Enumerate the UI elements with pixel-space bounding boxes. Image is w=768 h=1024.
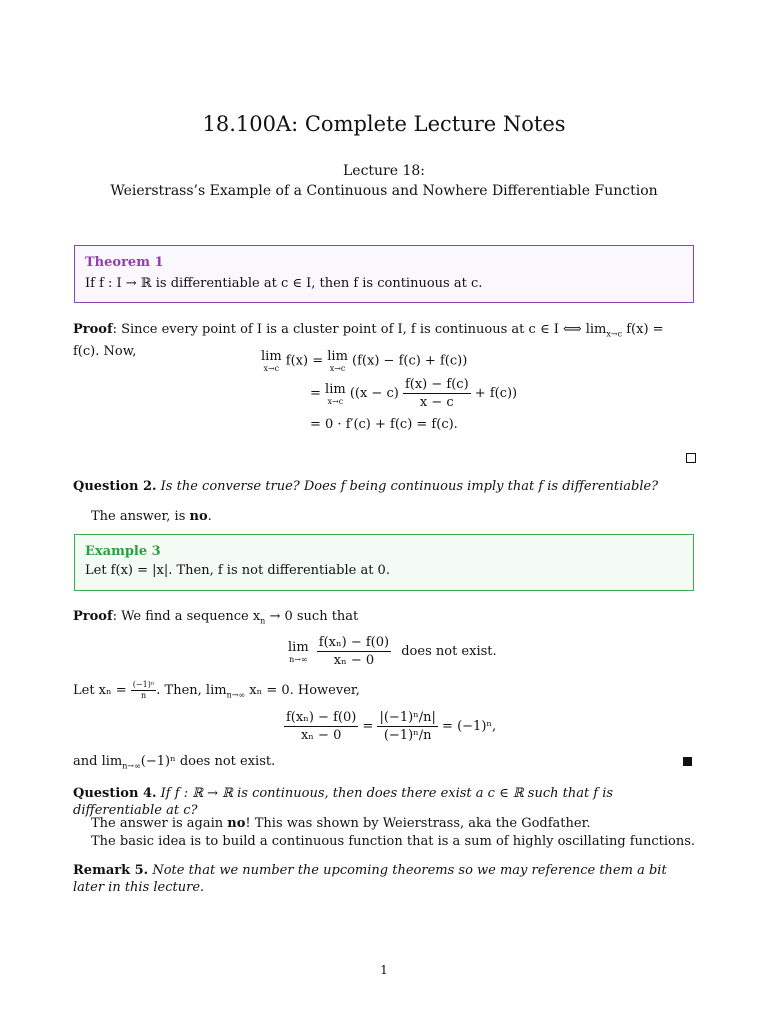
theorem-box <box>74 245 694 303</box>
subscript: n→∞ <box>122 761 141 771</box>
proof-equation-line-2 <box>310 376 517 411</box>
proof-equation-line-1 <box>261 349 467 373</box>
theorem-body: If f : I → ℝ is differentiable at c ∈ I, then f is continuous at c. <box>85 276 483 291</box>
remark-5 <box>73 862 693 896</box>
example-title: Example 3 <box>85 544 161 559</box>
limit-operator: lim x→c <box>261 349 282 373</box>
remark-label: Remark 5. <box>73 863 149 878</box>
let-text: Let xₙ = <box>73 683 131 698</box>
answer-text-end: ! This was shown by Weierstrass, aka the Godfather. <box>245 816 591 831</box>
limit-quotient: $\frac{\text{f(xₙ) − f(0)}}{\text{xₙ − 0}}$ <box>318 635 390 668</box>
lecture-number: Lecture 18: <box>342 163 426 179</box>
sequence-fraction: $\frac{\text{(−1)ⁿ}}{n}$ <box>132 680 155 700</box>
conclusion-text: and lim <box>73 754 123 769</box>
proof-2-paragraph <box>73 608 693 630</box>
question-4 <box>73 785 693 819</box>
proof-2-equation <box>284 709 496 744</box>
answer-4-line-2: The basic idea is to build a continuous function that is a sum of highly oscillating functions. <box>91 834 696 849</box>
proof-text: : Since every point of I is a cluster point of I, f is continuous at c ∈ I ⟺ lim <box>112 322 607 337</box>
document-title: 18.100A: Complete Lecture Notes <box>202 112 566 136</box>
then-text: . Then, lim <box>156 683 227 698</box>
equation-result: = (−1)ⁿ, <box>437 719 497 734</box>
theorem-title: Theorem 1 <box>85 255 164 270</box>
answer-text: The answer is again <box>91 816 228 831</box>
equals-sign: = <box>358 719 378 734</box>
equation-term: + f(c)) <box>474 386 518 401</box>
question-text: Is the converse true? Does f being continuous imply that f is differentiable? <box>160 479 659 494</box>
question-text: If f : ℝ → ℝ is continuous, then does there exist a c ∈ ℝ such that f is differentiable at c? <box>73 786 614 818</box>
however-text: xₙ = 0. However, <box>245 683 360 698</box>
conclusion-text-2: (−1)ⁿ does not exist. <box>140 754 276 769</box>
limit-operator: lim x→c <box>327 349 348 373</box>
proof-text-2: → 0 such that <box>265 609 359 624</box>
lecture-subtitle: Weierstrass’s Example of a Continuous and Nowhere Differentiable Function <box>110 183 658 199</box>
equation-term: ((x − c) <box>349 386 399 401</box>
proof-lim-subscript: x→c <box>606 329 623 339</box>
answer-emphasis: no <box>189 509 208 524</box>
proof-text-2: f(x) = f(c). Now, <box>73 322 664 359</box>
answer-text: The answer, is <box>91 509 190 524</box>
question-2 <box>73 478 693 495</box>
limit-operator: lim x→c <box>325 381 346 406</box>
example-box <box>74 534 694 591</box>
equation-lhs: f(x) = <box>285 353 328 369</box>
proof-2-display-limit <box>288 634 497 669</box>
question-label: Question 2. <box>73 479 157 494</box>
question-label: Question 4. <box>73 786 157 801</box>
proof-text: : We find a sequence x <box>112 609 261 624</box>
remark-text: Note that we number the upcoming theorems so we may reference them a bit later in this lecture. <box>73 863 667 895</box>
proof-label: Proof <box>73 609 113 624</box>
example-body: Let f(x) = |x|. Then, f is not differentiable at 0. <box>85 563 390 578</box>
equation-rhs: (f(x) − f(c) + f(c)) <box>352 353 468 369</box>
proof-equation-line-3: = 0 · f′(c) + f(c) = f(c). <box>310 417 458 432</box>
answer-2 <box>91 508 711 525</box>
does-not-exist-text: does not exist. <box>401 644 497 659</box>
subscript: n→∞ <box>226 690 246 700</box>
proof-2-let-line <box>73 680 693 704</box>
difference-quotient: $\frac{f(x) - f(c)}{x - c}$ <box>404 377 469 410</box>
answer-emphasis: no <box>227 816 246 831</box>
equals-sign: = <box>310 386 326 401</box>
quotient-left: $\frac{\text{f(xₙ) − f(0)}}{\text{xₙ − 0}}$ <box>286 710 357 743</box>
proof-label: Proof <box>73 322 113 337</box>
qed-solid-square <box>683 757 692 766</box>
limit-operator: lim n→∞ <box>288 639 309 664</box>
proof-2-conclusion <box>73 753 693 775</box>
subscript: n <box>260 616 266 626</box>
page-number: 1 <box>380 963 388 977</box>
answer-text-end: . <box>207 509 212 524</box>
answer-4-line-1 <box>91 815 711 832</box>
qed-hollow-square <box>686 453 696 463</box>
quotient-right: $\frac{\text{|(−1)ⁿ/n|}}{\text{(−1)ⁿ/n}}$ <box>379 710 436 743</box>
